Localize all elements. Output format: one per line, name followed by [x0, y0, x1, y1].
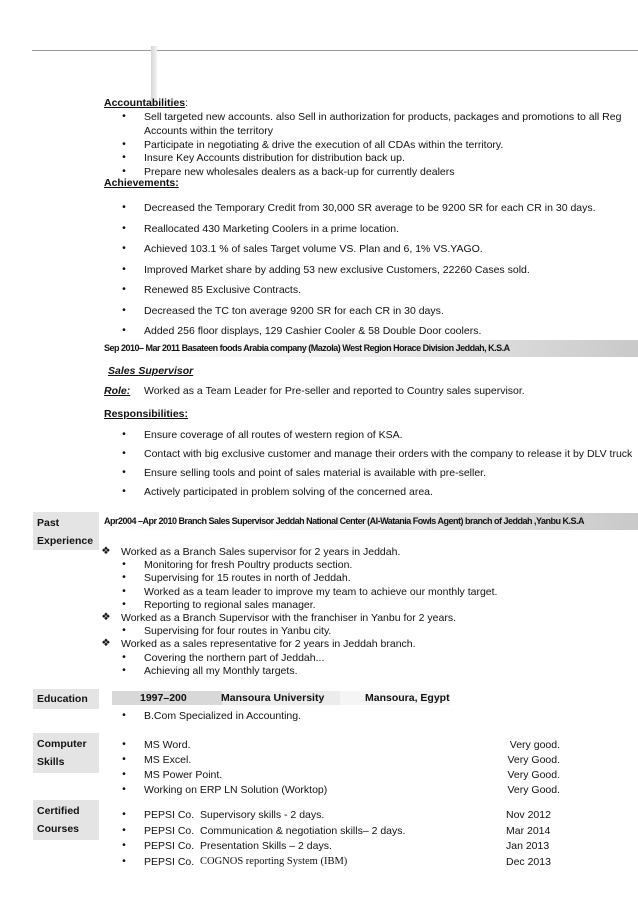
bullet-icon: • — [122, 854, 126, 867]
role-label: Role: — [104, 385, 131, 397]
skill-name: MS Excel. — [144, 754, 192, 766]
course-date: Nov 2012 — [506, 809, 551, 821]
skill-name: Working on ERP LN Solution (Worktop) — [144, 784, 328, 796]
bullet-icon: • — [122, 138, 126, 150]
bullet-icon: • — [122, 808, 126, 820]
bullet-icon: • — [122, 428, 126, 440]
bullet-icon: • — [122, 447, 126, 459]
bullet-icon: • — [122, 558, 126, 571]
bullet-icon: • — [122, 485, 126, 497]
bullet-icon: • — [122, 650, 126, 663]
bullet-icon: • — [122, 165, 126, 177]
skill-level: Very good. — [509, 739, 560, 751]
bullet-icon: • — [122, 303, 126, 316]
responsibility-item: Actively participated in problem solving of the concerned area. — [144, 486, 433, 498]
role-text: Worked as a Team Leader for Pre-seller and reported to Country sales supervisor. — [144, 385, 525, 397]
certified-courses-label: Certified Courses — [33, 800, 99, 840]
achievement-item: Achieved 103.1 % of sales Target volume VS. Plan and 6, 1% VS.YAGO. — [144, 243, 483, 255]
job-header-mazola: Sep 2010– Mar 2011 Basateen foods Arabia company (Mazola) West Region Horace Division Jeddah, K.S.A — [104, 343, 510, 353]
course-organization: PEPSI Co. — [144, 824, 195, 837]
accountability-item: Accounts within the territory — [144, 125, 273, 137]
skill-name: MS Power Point. — [144, 769, 223, 781]
bullet-icon: • — [122, 201, 126, 213]
bullet-icon: • — [122, 466, 126, 478]
past-experience-line: Worked as a team leader to improve my team to achieve our monthly target. — [144, 585, 498, 598]
accountabilities-heading: Accountabilities: — [104, 97, 189, 109]
course-name: Communication & negotiation skills– 2 days. — [200, 824, 406, 837]
skill-level: Very Good. — [507, 784, 560, 796]
bullet-icon: • — [122, 110, 126, 122]
accountability-item: Participate in negotiating & drive the execution of all CDAs within the territory. — [144, 139, 504, 151]
bullet-icon: • — [122, 324, 126, 336]
achievement-item: Improved Market share by adding 53 new exclusive Customers, 22260 Cases sold. — [144, 263, 530, 276]
past-experience-label: Past Experience — [33, 512, 99, 550]
course-name: Presentation Skills – 2 days. — [200, 840, 332, 852]
past-experience-line: Supervising for four routes in Yanbu city. — [144, 625, 332, 638]
bullet-icon: • — [122, 663, 126, 676]
past-experience-line: Worked as a sales representative for 2 years in Jeddah branch. — [121, 638, 416, 651]
responsibility-item: Ensure selling tools and point of sales material is available with pre-seller. — [144, 467, 487, 479]
skill-level: Very Good. — [507, 754, 560, 766]
diamond-bullet-icon: ❖ — [101, 637, 111, 650]
past-experience-line: Covering the northern part of Jeddah... — [144, 651, 325, 664]
accountability-item: Insure Key Accounts distribution for distribution back up. — [144, 152, 405, 164]
bullet-icon: • — [122, 783, 126, 795]
achievement-item: Decreased the TC ton average 9200 SR for each CR in 30 days. — [144, 304, 444, 317]
course-name: Supervisory skills - 2 days. — [200, 809, 325, 821]
bullet-icon: • — [122, 839, 126, 851]
past-experience-line: Worked as a Branch Sales supervisor for 2 years in Jeddah. — [121, 546, 401, 558]
course-organization: PEPSI Co. — [144, 809, 195, 821]
accountability-item: Sell targeted new accounts. also Sell in authorization for products, packages and promotions to all Reg — [144, 111, 622, 123]
achievement-item: Added 256 floor displays, 129 Cashier Cooler & 58 Double Door coolers. — [144, 325, 482, 337]
bullet-icon: • — [122, 221, 126, 234]
top-rule — [32, 50, 638, 51]
responsibility-item: Contact with big exclusive customer and manage their orders with the company to release it by DLV truck — [144, 448, 633, 460]
bullet-icon: • — [122, 597, 126, 610]
achievement-item: Renewed 85 Exclusive Contracts. — [144, 284, 301, 296]
course-date: Dec 2013 — [506, 855, 551, 868]
bullet-icon: • — [122, 768, 126, 780]
bullet-icon: • — [122, 738, 126, 750]
achievement-item: Reallocated 430 Marketing Coolers in a prime location. — [144, 222, 400, 235]
past-job-header: Apr2004 –Apr 2010 Branch Sales Supervisor Jeddah National Center (Al-Watania Fowls Agent) branch of Jeddah ,Yanbu K.S.A — [104, 516, 584, 526]
past-experience-line: Worked as a Branch Supervisor with the franchiser in Yanbu for 2 years. — [121, 612, 457, 624]
bullet-icon: • — [122, 571, 126, 584]
diamond-bullet-icon: ❖ — [101, 611, 111, 623]
past-experience-line: Reporting to regional sales manager. — [144, 598, 316, 611]
past-experience-line: Monitoring for fresh Poultry products section. — [144, 559, 353, 572]
achievements-heading: Achievements: — [104, 177, 179, 189]
bullet-icon: • — [122, 823, 126, 836]
bullet-icon: • — [122, 624, 126, 637]
accountability-item: Prepare new wholesales dealers as a back-up for currently dealers — [144, 166, 455, 178]
bullet-icon: • — [122, 242, 126, 254]
education-location: Mansoura, Egypt — [365, 692, 450, 704]
course-organization: PEPSI Co. — [144, 855, 195, 868]
education-years: 1997–200 — [140, 692, 187, 704]
computer-skills-label: Computer Skills — [33, 733, 99, 773]
diamond-bullet-icon: ❖ — [101, 545, 111, 557]
education-university: Mansoura University — [221, 692, 325, 704]
course-date: Jan 2013 — [506, 840, 550, 852]
bullet-icon: • — [122, 262, 126, 275]
past-experience-line: Supervising for 15 routes in north of Jeddah. — [144, 572, 351, 585]
skill-level: Very Good. — [507, 769, 560, 781]
course-date: Mar 2014 — [506, 824, 551, 837]
responsibilities-heading: Responsibilities: — [104, 408, 189, 420]
bullet-icon: • — [122, 753, 126, 765]
skill-name: MS Word. — [144, 739, 191, 751]
job-title: Sales Supervisor — [108, 365, 194, 377]
past-experience-line: Achieving all my Monthly targets. — [144, 664, 298, 677]
education-label: Education — [33, 689, 99, 709]
achievement-item: Decreased the Temporary Credit from 30,000 SR average to be 9200 SR for each CR in 30 days. — [144, 202, 596, 214]
bullet-icon: • — [122, 151, 126, 163]
bullet-icon: • — [122, 709, 126, 721]
course-name: COGNOS reporting System (IBM) — [200, 855, 348, 867]
course-organization: PEPSI Co. — [144, 840, 195, 852]
responsibility-item: Ensure coverage of all routes of western region of KSA. — [144, 429, 403, 441]
education-degree: B.Com Specialized in Accounting. — [144, 710, 302, 722]
bullet-icon: • — [122, 283, 126, 295]
bullet-icon: • — [122, 584, 126, 597]
